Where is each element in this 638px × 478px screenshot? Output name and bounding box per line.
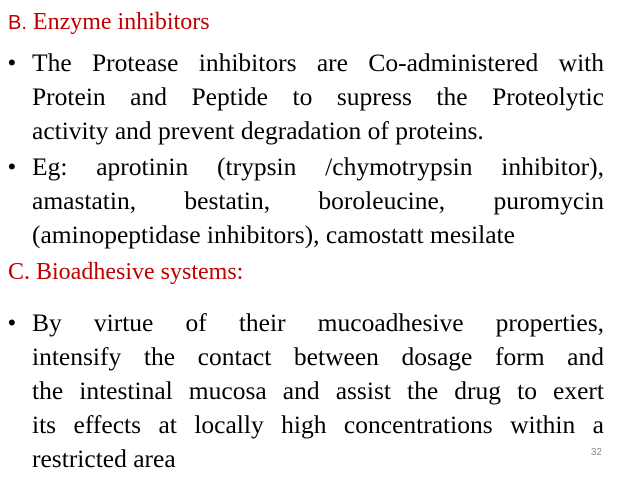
bullet-line: (aminopeptidase inhibitors), camostatt mesilate xyxy=(32,220,515,249)
bullet-line: intensify the contact between dosage form and xyxy=(32,342,604,371)
bullet-symbol: • xyxy=(8,154,16,179)
heading-enzyme-inhibitors xyxy=(8,8,210,37)
bullet-line: its effects at locally high concentrations within a xyxy=(32,410,604,439)
bullet-text xyxy=(32,150,604,252)
bullet-line: By virtue of their mucoadhesive properties, xyxy=(32,308,604,337)
bullet-symbol: • xyxy=(8,310,16,335)
bullet-line: activity and prevent degradation of proteins. xyxy=(32,116,484,145)
bullet-line: The Protease inhibitors are Co-administered with xyxy=(32,48,604,77)
bullet-mucoadhesive xyxy=(8,306,604,476)
heading-prefix: B. xyxy=(8,12,27,34)
heading-bioadhesive-systems xyxy=(8,258,243,286)
page-number: 32 xyxy=(590,447,602,458)
bullet-symbol: • xyxy=(8,50,16,75)
bullet-examples xyxy=(8,150,604,252)
bullet-text xyxy=(32,306,604,476)
bullet-line: amastatin, bestatin, boroleucine, puromycin xyxy=(32,186,604,215)
bullet-text xyxy=(32,46,604,148)
bullet-line: Eg: aprotinin (trypsin /chymotrypsin inhibitor), xyxy=(32,152,604,181)
bullet-line: the intestinal mucosa and assist the drug to exert xyxy=(32,376,604,405)
bullet-line: restricted area xyxy=(32,444,176,473)
bullet-protease-inhibitors xyxy=(8,46,604,148)
heading-text: Enzyme inhibitors xyxy=(32,9,210,35)
heading-text: C. Bioadhesive systems: xyxy=(8,259,244,285)
bullet-line: Protein and Peptide to supress the Proteolytic xyxy=(32,82,604,111)
